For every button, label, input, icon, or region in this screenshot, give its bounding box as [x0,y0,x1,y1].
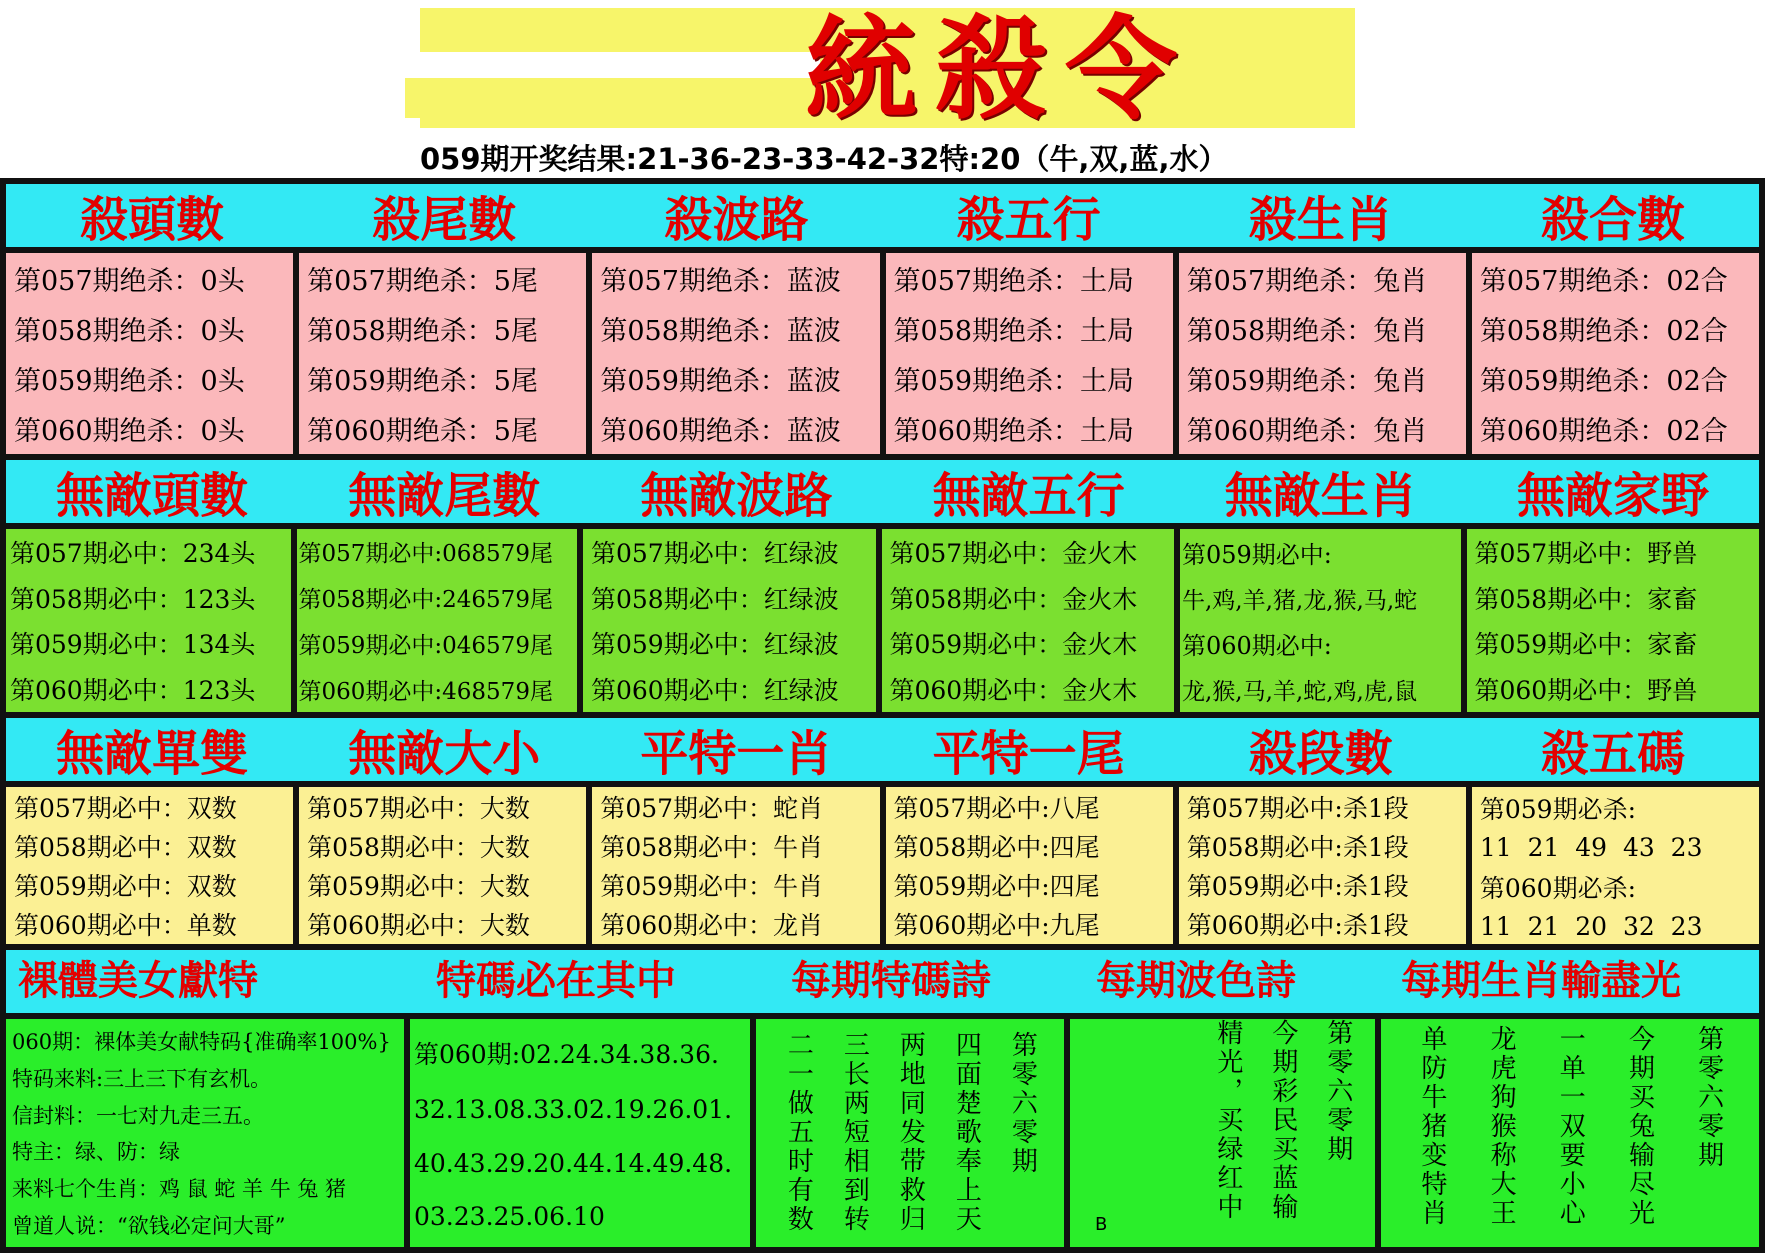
poem-line: 三长两短相到转 [839,1031,870,1234]
list-item: 第057期绝杀：蓝波 [600,265,841,297]
header-kill-five: 殺五碼 [1540,726,1685,782]
list-item: 第057期必中:068579尾 [298,541,553,568]
poem-line: 二一做五时有数 [783,1031,814,1234]
section-header-special [6,718,1759,781]
wave-poem-mark: B [1095,1214,1108,1235]
prediction-board [0,178,1765,1253]
list-item: 第057期绝杀：0头 [14,265,245,297]
kill-segment-cell [1179,787,1466,944]
section-header-invincible [6,460,1759,523]
kill-five-cell [1472,787,1759,944]
list-item: 第059期必中:杀1段 [1186,872,1409,902]
list-item: 03.23.25.06.10 [414,1201,605,1231]
list-item: 第059期必中: [1182,540,1332,569]
domestic-wild-cell [1467,529,1760,712]
poem-line: 第零六零期 [1322,1019,1353,1164]
list-item: 第058期必中：牛肖 [600,832,824,862]
kill-wave-cell [592,253,879,454]
list-item: 第059期绝杀：兔肖 [1186,366,1428,398]
list-item: 第060期绝杀：兔肖 [1186,416,1428,448]
list-item: 40.43.29.20.44.14.49.48. [414,1148,733,1178]
list-item: 第059期必中：金火木 [889,630,1138,660]
list-item: 第057期必中：234头 [10,538,256,568]
wave-poem-panel [1070,1019,1375,1247]
list-item: 第059期绝杀：0头 [14,366,245,398]
list-item: 第057期绝杀：5尾 [307,265,538,297]
poem-line: 今期买兔输尽光 [1624,1025,1655,1228]
header-tail-number: 無敵尾數 [348,468,541,524]
list-item: 第060期:02.24.34.38.36. [414,1040,719,1070]
header-kill-zodiac: 殺生肖 [1248,192,1393,248]
list-item: 第060期必中:468579尾 [298,678,553,705]
list-item: 第058期必中：123头 [10,584,256,614]
list-item: 第059期必中：134头 [10,630,256,660]
element-cell [882,529,1175,712]
header-kill-tail: 殺尾數 [372,192,517,248]
list-item: 第060期必中:杀1段 [1186,911,1409,941]
list-item: 第057期必中：红绿波 [591,538,839,568]
list-item: 第057期必中:杀1段 [1186,793,1409,823]
codes-panel [410,1019,750,1247]
list-item: 第060期必中:九尾 [893,911,1100,941]
kill-head-cell [6,253,293,454]
header-domestic-wild: 無敵家野 [1516,468,1709,524]
header-head-number: 無敵頭數 [56,468,249,524]
flat-tail-cell [886,787,1173,944]
list-item: 第058期绝杀：02合 [1479,315,1728,347]
zodiac-cell [1180,529,1461,712]
list-item: 第060期必中：龙肖 [600,911,824,941]
list-item: 第057期必中：金火木 [889,538,1138,568]
list-item: 060期：裸体美女献特码{准确率100%} [12,1030,391,1055]
poem-line: 龙虎狗猴称大王 [1486,1025,1517,1228]
poem-line: 今期彩民买蓝输 [1267,1019,1298,1222]
list-item: 第058期绝杀：土局 [893,315,1135,347]
odd-even-cell [6,787,293,944]
list-item: 第057期必中：野兽 [1474,538,1698,568]
list-item: 特主：绿、防：绿 [12,1140,180,1165]
header-kill-wave: 殺波路 [664,192,809,248]
beauty-panel [6,1019,404,1247]
list-item: 第058期必中：家畜 [1474,584,1698,614]
list-item: 第059期绝杀：土局 [893,366,1135,398]
header-flat-tail: 平特一尾 [932,726,1125,782]
poem-line: 一单一双要小心 [1555,1025,1586,1228]
poem-line: 两地同发带救归 [895,1031,926,1234]
list-item: 第059期必中：双数 [14,872,237,902]
list-item: 第059期必中:046579尾 [298,632,553,659]
list-item: 第059期必杀: [1479,795,1636,825]
list-item: 龙,猴,马,羊,蛇,鸡,虎,鼠 [1182,679,1418,706]
list-item: 第057期必中：双数 [14,793,237,823]
list-item: 第059期必中：红绿波 [591,630,839,660]
list-item: 第057期必中：蛇肖 [600,793,824,823]
header-code-poem: 每期特碼詩 [791,958,991,1004]
list-item: 32.13.08.33.02.19.26.01. [414,1095,733,1125]
tail-number-cell [297,529,578,712]
list-item: 第060期绝杀：土局 [893,416,1135,448]
header-zodiac-poem: 每期生肖輸盡光 [1401,958,1681,1004]
list-item: 来料七个生肖：鸡 鼠 蛇 羊 牛 兔 猪 [12,1176,347,1201]
header-beauty: 裸體美女獻特 [18,958,258,1004]
header-element: 無敵五行 [932,468,1125,524]
header-kill-element: 殺五行 [956,192,1101,248]
title-banner-left [405,78,820,118]
big-small-cell [299,787,586,944]
list-item: 第057期绝杀：兔肖 [1186,265,1428,297]
list-item: 第057期绝杀：土局 [893,265,1135,297]
list-item: 第059期绝杀：02合 [1479,366,1728,398]
list-item: 第058期绝杀：5尾 [307,315,538,347]
header-wave: 無敵波路 [640,468,833,524]
flat-zodiac-cell [592,787,879,944]
header-wave-poem: 每期波色詩 [1096,958,1296,1004]
wave-poem-lines [1190,1019,1375,1247]
logo-text: 統殺令 [805,4,1195,135]
list-item: 特码来料:三上三下有玄机。 [12,1066,272,1091]
list-item: 牛,鸡,羊,猪,龙,猴,马,蛇 [1182,587,1418,614]
list-item: 第060期必中：野兽 [1474,676,1698,706]
special-grid [6,787,1759,944]
head-number-cell [6,529,291,712]
list-item: 11 21 49 43 23 [1479,833,1703,863]
header-codes: 特碼必在其中 [436,958,676,1004]
zodiac-poem-panel [1381,1019,1759,1247]
list-item: 第059期绝杀：5尾 [307,366,538,398]
poem-line: 四面楚歌奉上天 [951,1031,982,1234]
list-item: 第060期必杀: [1479,873,1636,903]
section-header-kill [6,184,1759,247]
list-item: 第057期必中:八尾 [893,793,1100,823]
list-item: 第057期必中：大数 [307,793,530,823]
list-item: 曾道人说：“欲钱必定问大哥” [12,1213,286,1238]
list-item: 第059期必中：家畜 [1474,630,1698,660]
list-item: 第059期必中：大数 [307,872,530,902]
poem-line: 第零六零期 [1007,1031,1038,1176]
list-item: 第059期必中：牛肖 [600,872,824,902]
kill-sum-cell [1472,253,1759,454]
header-kill-head: 殺頭數 [80,192,225,248]
header-odd-even: 無敵單雙 [56,726,249,782]
list-item: 第058期必中：红绿波 [591,584,839,614]
section-header-poems [6,950,1759,1013]
list-item: 第059期必中:四尾 [893,872,1100,902]
list-item: 第060期必中: [1182,632,1332,661]
header-kill-segment: 殺段數 [1248,726,1393,782]
list-item: 第060期绝杀：蓝波 [600,416,841,448]
list-item: 第057期绝杀：02合 [1479,265,1728,297]
list-item: 第058期必中：金火木 [889,584,1138,614]
header-zodiac: 無敵生肖 [1224,468,1417,524]
kill-grid [6,253,1759,454]
kill-zodiac-cell [1179,253,1466,454]
draw-result: 059期开奖结果:21-36-23-33-42-32特:20（牛,双,蓝,水） [420,142,1228,176]
list-item: 第058期必中：大数 [307,832,530,862]
poem-line: 单防牛猪变特肖 [1416,1025,1447,1228]
wave-cell [583,529,876,712]
invincible-grid [6,529,1759,712]
list-item: 第058期必中:杀1段 [1186,832,1409,862]
header-kill-sum: 殺合數 [1540,192,1685,248]
code-poem-panel [756,1019,1064,1247]
list-item: 第058期必中：双数 [14,832,237,862]
list-item: 第060期绝杀：02合 [1479,416,1728,448]
list-item: 第060期必中：单数 [14,911,237,941]
list-item: 第058期必中:四尾 [893,832,1100,862]
list-item: 第058期必中:246579尾 [298,587,553,614]
title-banner-strip [400,52,820,78]
kill-tail-cell [299,253,586,454]
poem-line: 精光，买绿红中 [1212,1019,1243,1222]
list-item: 信封料：一七对九走三五。 [12,1103,264,1128]
list-item: 第060期必中：红绿波 [591,676,839,706]
list-item: 第058期绝杀：蓝波 [600,315,841,347]
list-item: 第060期绝杀：5尾 [307,416,538,448]
list-item: 第060期必中：金火木 [889,676,1138,706]
list-item: 第059期绝杀：蓝波 [600,366,841,398]
header-flat-zodiac: 平特一肖 [640,726,833,782]
list-item: 第058期绝杀：兔肖 [1186,315,1428,347]
list-item: 第060期绝杀：0头 [14,416,245,448]
list-item: 11 21 20 32 23 [1479,911,1703,941]
list-item: 第060期必中：123头 [10,676,256,706]
poem-line: 第零六零期 [1693,1025,1724,1170]
header-big-small: 無敵大小 [348,726,541,782]
list-item: 第060期必中：大数 [307,911,530,941]
kill-element-cell [886,253,1173,454]
list-item: 第058期绝杀：0头 [14,315,245,347]
